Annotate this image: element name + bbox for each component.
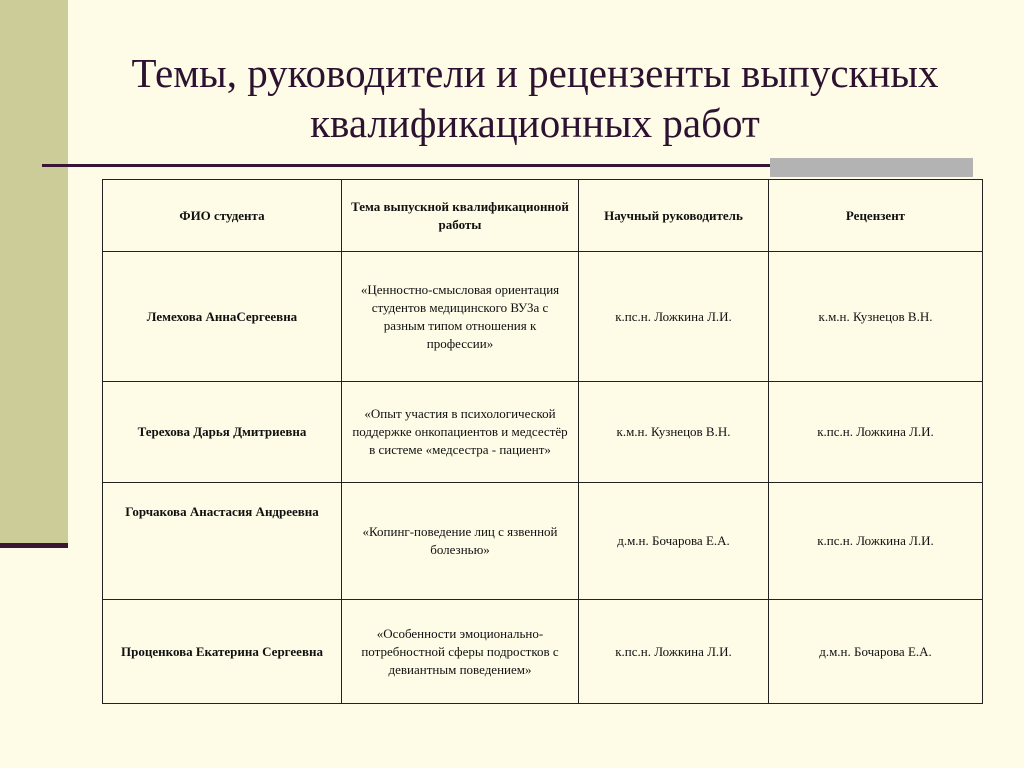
header-supervisor: Научный руководитель — [579, 180, 769, 252]
cell-topic: «Ценностно-смысловая ориентация студентов медицинского ВУЗа с разным типом отношения к профессии» — [342, 252, 579, 382]
cell-reviewer: к.м.н. Кузнецов В.Н. — [769, 252, 983, 382]
header-topic: Тема выпускной квалификационной работы — [342, 180, 579, 252]
cell-supervisor: к.м.н. Кузнецов В.Н. — [579, 382, 769, 483]
table-row — [103, 252, 983, 382]
cell-reviewer: к.пс.н. Ложкина Л.И. — [769, 483, 983, 600]
cell-reviewer: д.м.н. Бочарова Е.А. — [769, 600, 983, 704]
cell-student: Проценкова Екатерина Сергеевна — [103, 600, 342, 704]
side-decoration-rule — [0, 543, 68, 548]
table-header-row — [103, 180, 983, 252]
slide-title: Темы, руководители и рецензенты выпускных квалификационных работ — [131, 50, 939, 146]
cell-reviewer: к.пс.н. Ложкина Л.И. — [769, 382, 983, 483]
table-row — [103, 382, 983, 483]
cell-supervisor: к.пс.н. Ложкина Л.И. — [579, 252, 769, 382]
table-row — [103, 600, 983, 704]
cell-topic: «Копинг-поведение лиц с язвенной болезнью» — [342, 483, 579, 600]
cell-supervisor: д.м.н. Бочарова Е.А. — [579, 483, 769, 600]
cell-student: Терехова Дарья Дмитриевна — [103, 382, 342, 483]
header-student: ФИО студента — [103, 180, 342, 252]
cell-supervisor: к.пс.н. Ложкина Л.И. — [579, 600, 769, 704]
cell-student: Горчакова Анастасия Андреевна — [103, 483, 342, 600]
cell-student: Лемехова АннаСергеевна — [103, 252, 342, 382]
table-row — [103, 483, 983, 600]
title-accent-bar — [770, 158, 973, 177]
theses-table — [102, 179, 983, 704]
side-decoration-bar — [0, 0, 68, 545]
cell-topic: «Опыт участия в психологической поддержке онкопациентов и медсестёр в системе «медсестра - пациент» — [342, 382, 579, 483]
cell-topic: «Особенности эмоционально-потребностной сферы подростков с девиантным поведением» — [342, 600, 579, 704]
header-reviewer: Рецензент — [769, 180, 983, 252]
